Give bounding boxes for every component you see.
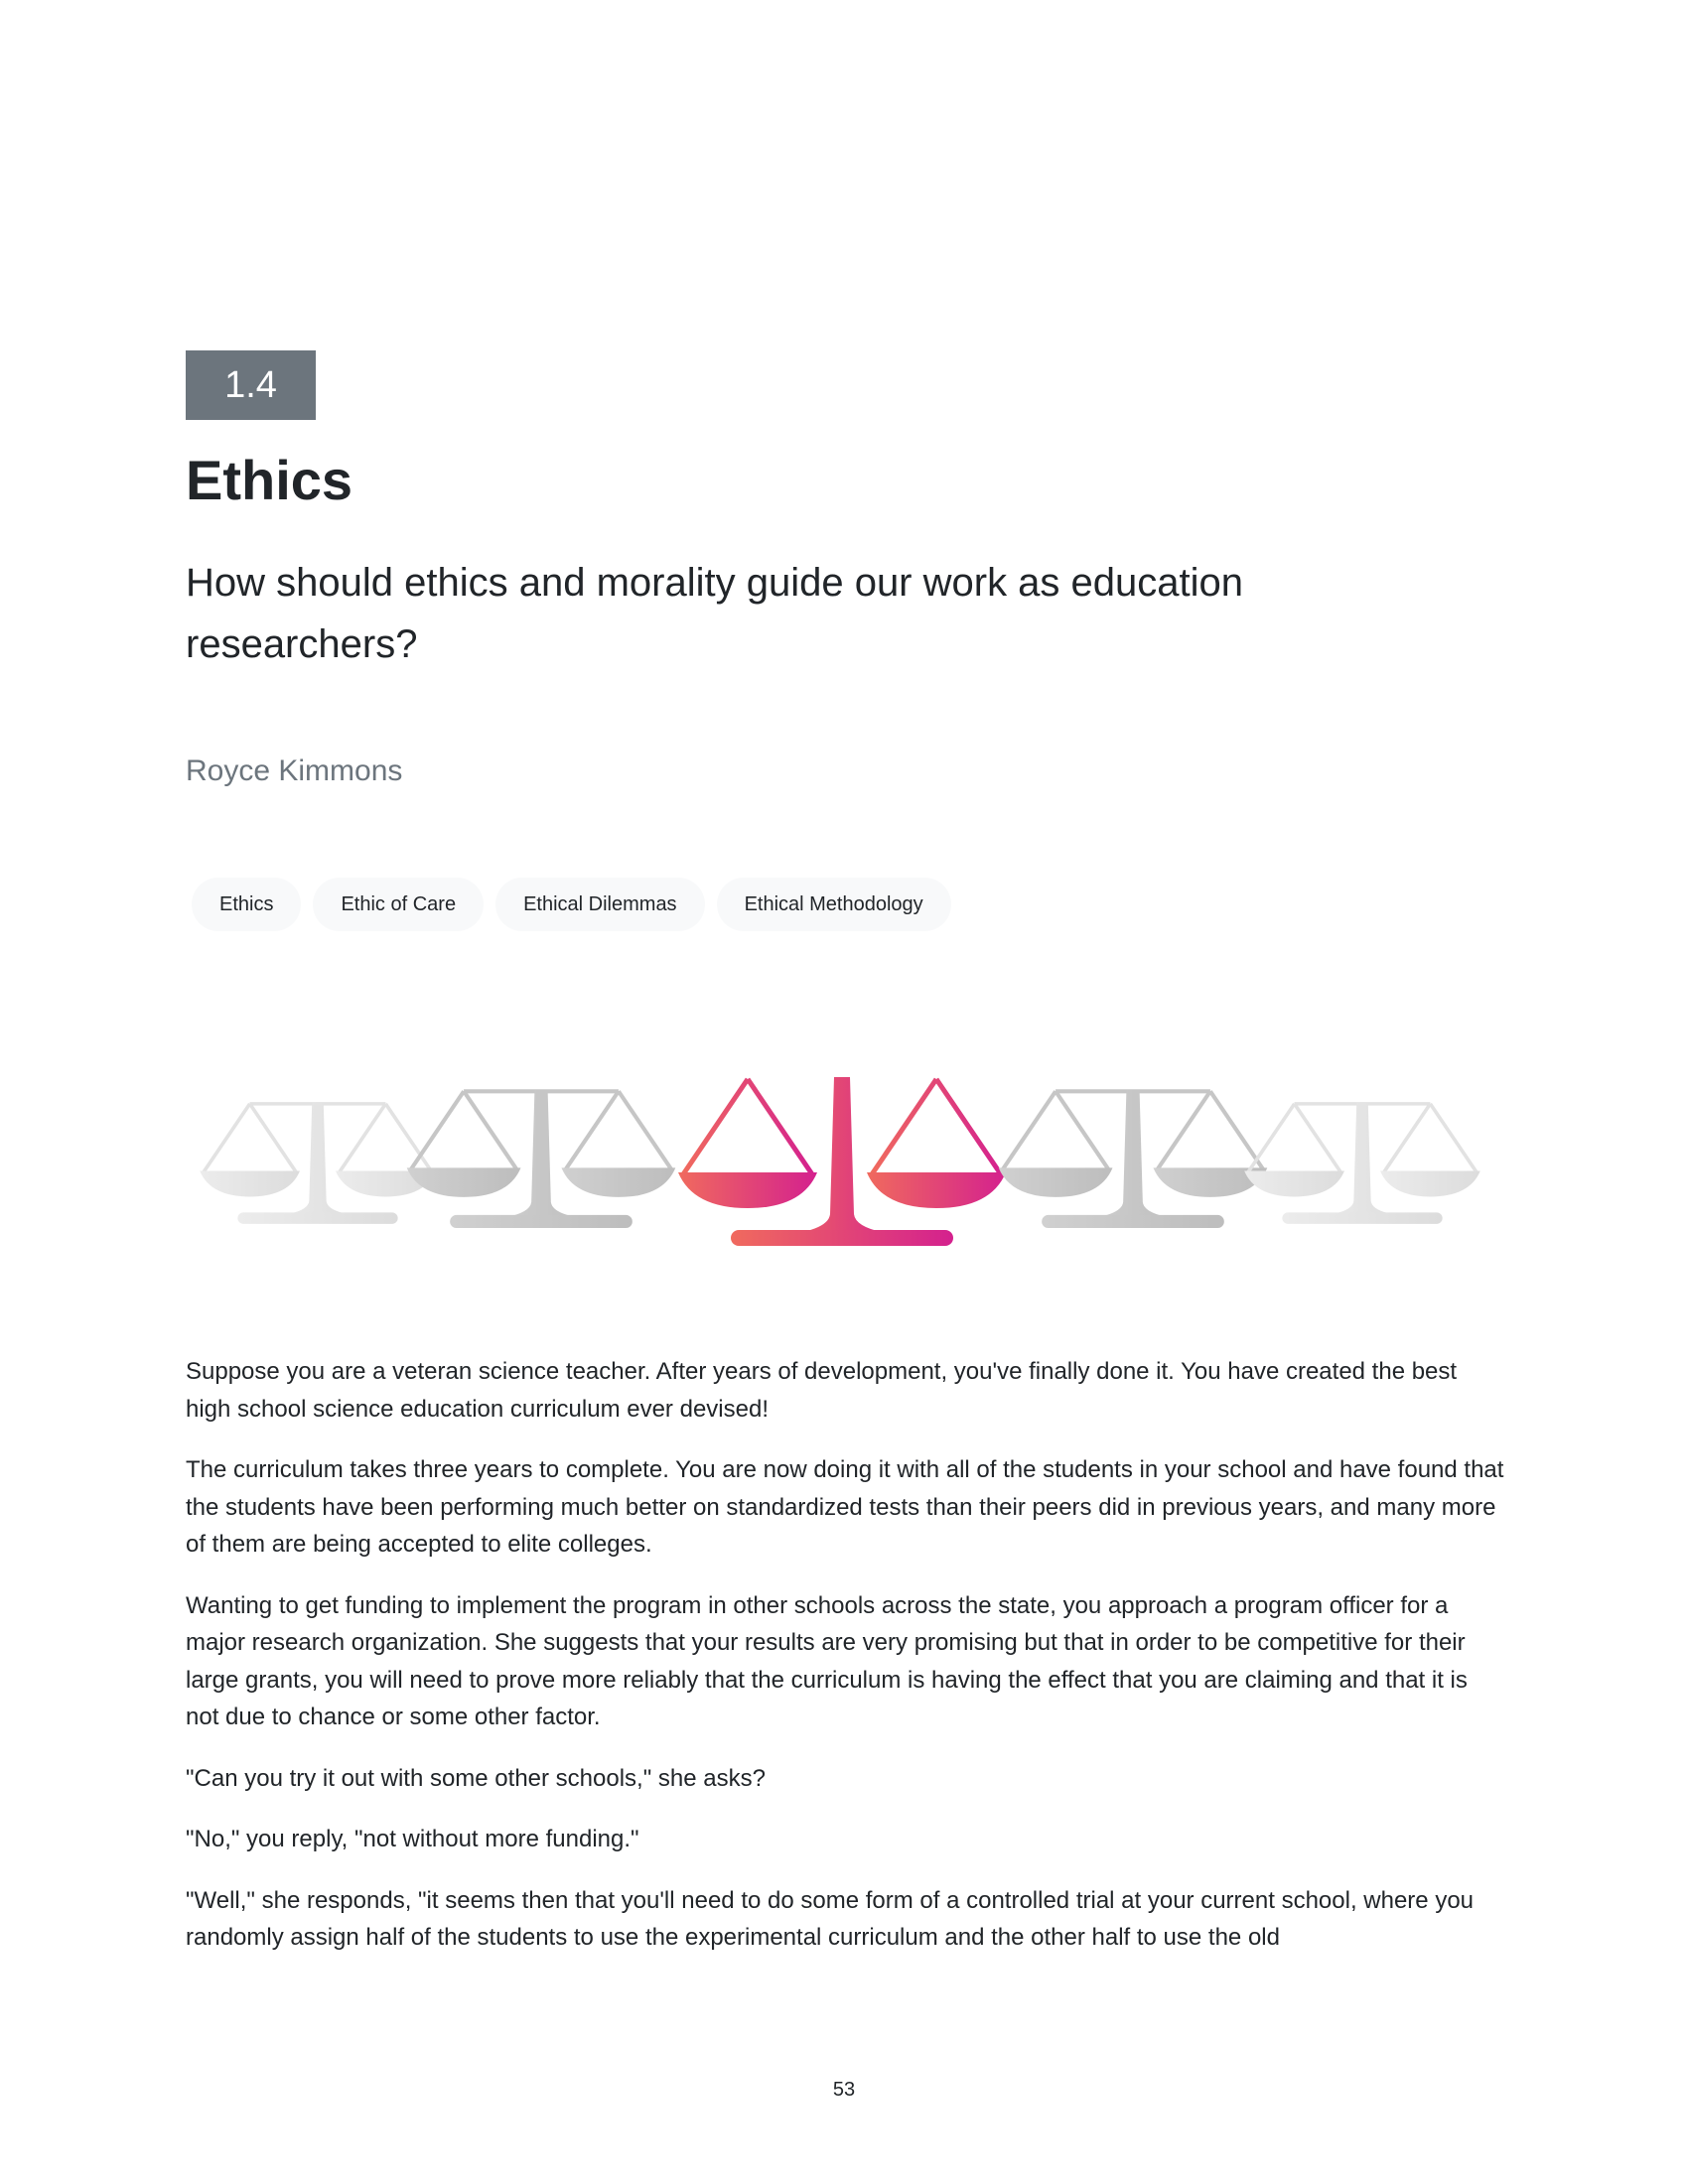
tag-ethical-methodology[interactable]: Ethical Methodology [717, 878, 951, 931]
balance-scale-icon [407, 1090, 676, 1228]
chapter-body [186, 1353, 1506, 1980]
chapter-number-badge: 1.4 [186, 350, 316, 420]
tag-ethics[interactable]: Ethics [192, 878, 301, 931]
balance-scale-icon [1244, 1102, 1480, 1223]
balance-scale-icon [200, 1102, 436, 1223]
chapter-author[interactable]: Royce Kimmons [186, 754, 403, 787]
tag-list [192, 878, 951, 931]
page-number: 53 [832, 2079, 856, 2101]
chapter-subtitle: How should ethics and morality guide our work as education researchers? [186, 561, 1244, 666]
page-content [186, 0, 1504, 2184]
tag-ethic-of-care[interactable]: Ethic of Care [313, 878, 484, 931]
tag-ethical-dilemmas[interactable]: Ethical Dilemmas [495, 878, 704, 931]
balance-scale-icon [999, 1090, 1268, 1228]
body-paragraph: "Well," she responds, "it seems then that you'll need to do some form of a controlled trial at your current school, where you randomly assign half of the students to use the experimental curriculum and the other half to use the old [186, 1886, 1475, 1951]
balance-scale-icon [678, 1077, 1006, 1246]
body-paragraph: The curriculum takes three years to complete. You are now doing it with all of the students in your school and have found that the students have been performing much better on standardized tests than their peers did in previous years, and many more of them are being accepted to elite colleges. [186, 1456, 1504, 1558]
body-paragraph: "Can you try it out with some other schools," she asks? [186, 1764, 766, 1792]
balance-scales-illustration [0, 1042, 1688, 1271]
chapter-title: Ethics [186, 449, 353, 511]
body-paragraph: "No," you reply, "not without more funding." [186, 1826, 639, 1852]
body-paragraph: Suppose you are a veteran science teacher. After years of development, you've finally done it. You have created the best high school science education curriculum ever devised! [186, 1358, 1458, 1423]
body-paragraph: Wanting to get funding to implement the program in other schools across the state, you approach a program officer for a major research organization. She suggests that your results are very promising but that in order to be competitive for their large grants, you will need to prove more reliably that the curriculum is having the effect that you are claiming and that it is not due to chance or some other factor. [186, 1591, 1468, 1730]
